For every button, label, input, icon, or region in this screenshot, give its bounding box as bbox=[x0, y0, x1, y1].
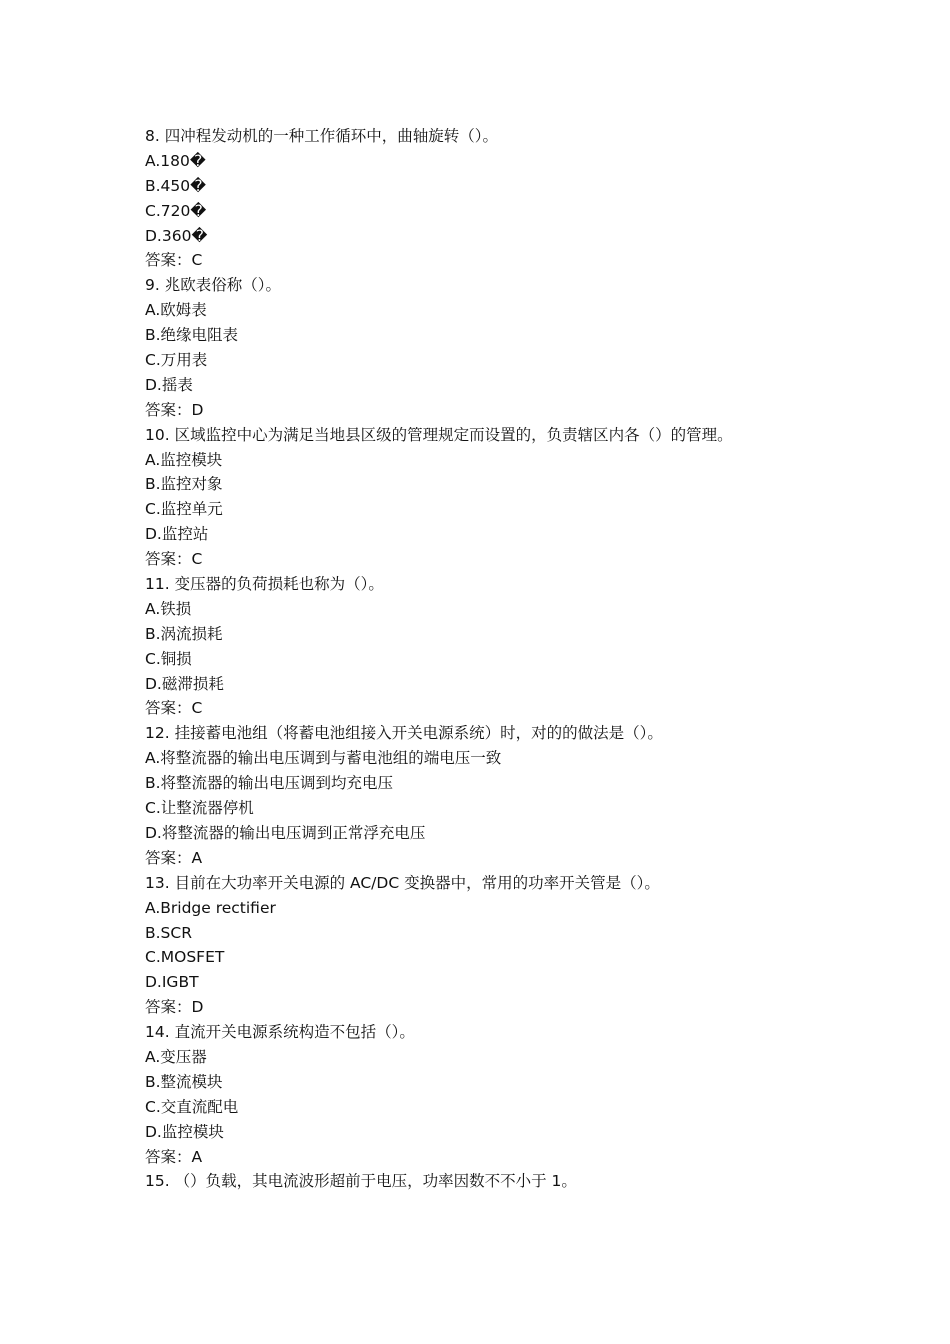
option-14c: C.交直流配电 bbox=[145, 1097, 239, 1116]
option-12c: C.让整流器停机 bbox=[145, 799, 254, 818]
question-10-text: 10. 区域监控中心为满足当地县区级的管理规定而设置的，负责辖区内各（）的管理。 bbox=[145, 425, 733, 444]
question-14-text: 14. 直流开关电源系统构造不包括（）。 bbox=[145, 1023, 415, 1042]
option-14d: D.监控模块 bbox=[145, 1122, 224, 1141]
question-8-text: 8. 四冲程发动机的一种工作循环中，曲轴旋转（）。 bbox=[145, 127, 498, 145]
option-13d: D.IGBT bbox=[145, 973, 199, 992]
answer-13: 答案：D bbox=[145, 998, 204, 1017]
option-8c: C.720� bbox=[145, 201, 207, 220]
question-11-text: 11. 变压器的负荷损耗也称为（）。 bbox=[145, 575, 384, 594]
option-9c: C.万用表 bbox=[145, 351, 208, 370]
option-11b: B.涡流损耗 bbox=[145, 624, 223, 643]
answer-11: 答案：C bbox=[145, 699, 203, 718]
option-14a: A.变压器 bbox=[145, 1047, 207, 1066]
answer-14: 答案：A bbox=[145, 1147, 203, 1166]
answer-10: 答案：C bbox=[145, 550, 203, 569]
option-8b: B.450� bbox=[145, 176, 207, 195]
option-10c: C.监控单元 bbox=[145, 500, 223, 519]
answer-12: 答案：A bbox=[145, 848, 203, 867]
option-14b: B.整流模块 bbox=[145, 1072, 223, 1091]
option-11d: D.磁滞损耗 bbox=[145, 674, 224, 693]
option-8a: A.180� bbox=[145, 151, 206, 170]
option-8d: D.360� bbox=[145, 226, 208, 245]
question-13-text: 13. 目前在大功率开关电源的 AC/DC 变换器中，常用的功率开关管是（）。 bbox=[145, 873, 660, 892]
answer-8: 答案：C bbox=[145, 251, 203, 270]
option-10d: D.监控站 bbox=[145, 525, 209, 544]
option-13a: A.Bridge rectifier bbox=[145, 898, 276, 917]
option-10b: B.监控对象 bbox=[145, 475, 223, 494]
question-list bbox=[145, 124, 845, 1194]
option-13b: B.SCR bbox=[145, 923, 192, 942]
option-10a: A.监控模块 bbox=[145, 450, 223, 469]
option-9a: A.欧姆表 bbox=[145, 301, 207, 320]
option-12b: B.将整流器的输出电压调到均充电压 bbox=[145, 774, 394, 793]
option-13c: C.MOSFET bbox=[145, 948, 225, 967]
option-11c: C.铜损 bbox=[145, 649, 192, 668]
option-9b: B.绝缘电阻表 bbox=[145, 326, 239, 345]
question-12-text: 12. 挂接蓄电池组（将蓄电池组接入开关电源系统）时，对的的做法是（）。 bbox=[145, 724, 663, 743]
question-15-text: 15. （）负载，其电流波形超前于电压，功率因数不不小于 1。 bbox=[145, 1172, 577, 1191]
option-12a: A.将整流器的输出电压调到与蓄电池组的端电压一致 bbox=[145, 749, 502, 768]
option-11a: A.铁损 bbox=[145, 599, 192, 618]
question-9-text: 9. 兆欧表俗称（）。 bbox=[145, 276, 281, 295]
answer-9: 答案：D bbox=[145, 400, 204, 419]
option-9d: D.摇表 bbox=[145, 375, 193, 394]
option-12d: D.将整流器的输出电压调到正常浮充电压 bbox=[145, 823, 426, 842]
